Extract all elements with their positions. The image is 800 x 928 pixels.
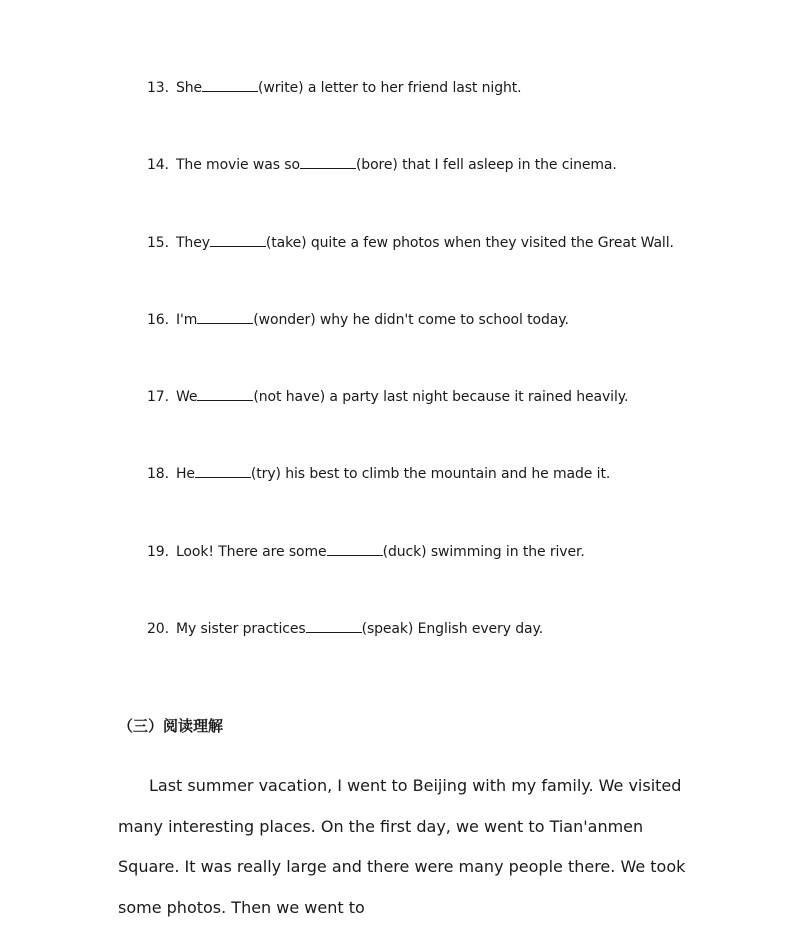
question-number: 15. (147, 235, 169, 251)
question-text-after: (try) his best to climb the mountain and he made it. (250, 466, 611, 482)
question-text-after: (speak) English every day. (361, 621, 544, 637)
question-text-before: Look! There are some (175, 544, 327, 560)
answer-blank[interactable] (202, 79, 258, 92)
question-text-before: She (175, 80, 203, 96)
answer-blank[interactable] (327, 543, 383, 556)
answer-blank[interactable] (197, 311, 253, 324)
question-text-before: They (175, 235, 210, 251)
question-text-before: My sister practices (175, 621, 306, 637)
question-16 (147, 311, 569, 329)
answer-blank[interactable] (300, 156, 356, 169)
question-14 (147, 156, 617, 174)
question-text-before: I'm (175, 312, 198, 328)
answer-blank[interactable] (197, 388, 253, 401)
answer-blank[interactable] (195, 465, 251, 478)
question-text-before: The movie was so (175, 157, 300, 173)
question-text-before: He (175, 466, 195, 482)
section-title-reading: （三）阅读理解 (118, 717, 224, 735)
question-13 (147, 79, 522, 97)
question-text-after: (take) quite a few photos when they visited the Great Wall. (265, 235, 674, 251)
question-20 (147, 620, 543, 638)
answer-blank[interactable] (210, 234, 266, 247)
question-19 (147, 543, 585, 561)
answer-blank[interactable] (306, 620, 362, 633)
question-17 (147, 388, 628, 406)
question-number: 14. (147, 157, 169, 173)
question-text-before: We (175, 389, 198, 405)
question-text-after: (write) a letter to her friend last night. (258, 80, 522, 96)
question-text-after: (wonder) why he didn't come to school today. (253, 312, 569, 328)
question-number: 16. (147, 312, 169, 328)
question-text-after: (bore) that I fell asleep in the cinema. (355, 157, 617, 173)
reading-passage: Last summer vacation, I went to Beijing with my family. We visited many interesting places. On the first day, we went to Tian'anmen Square. It was really large and there were many people there. We took some photos. Then we went to (118, 776, 686, 917)
question-number: 13. (147, 80, 169, 96)
question-15 (147, 234, 674, 252)
question-18 (147, 465, 610, 483)
question-text-after: (not have) a party last night because it rained heavily. (253, 389, 629, 405)
question-number: 19. (147, 544, 169, 560)
question-text-after: (duck) swimming in the river. (382, 544, 585, 560)
question-number: 20. (147, 621, 169, 637)
question-number: 18. (147, 466, 169, 482)
question-number: 17. (147, 389, 169, 405)
